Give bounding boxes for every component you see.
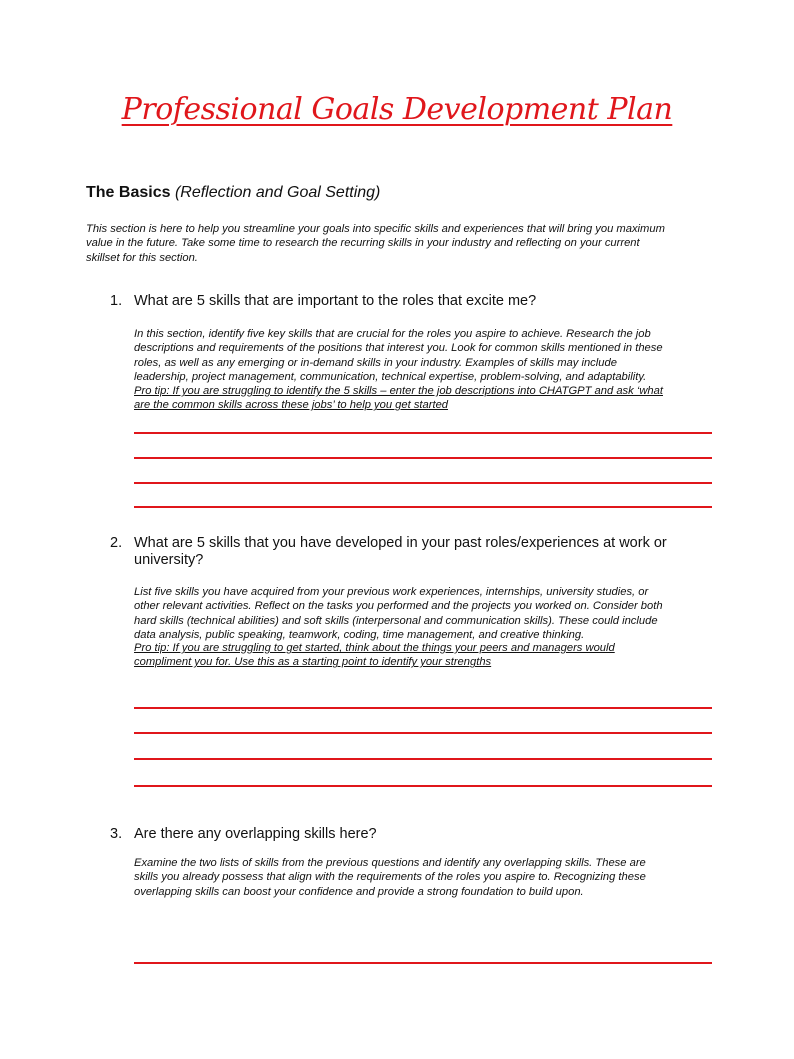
answer-line[interactable]: [134, 482, 712, 484]
answer-line[interactable]: [134, 432, 712, 434]
question-1-description: [134, 327, 663, 384]
text-line: hard skills (technical abilities) and soft skills (interpersonal and communication skills). These could include: [134, 614, 658, 627]
answer-line[interactable]: [134, 785, 712, 787]
text-line: skillset for this section.: [86, 251, 198, 264]
text-line: skills you already possess that align with the requirements of the roles you aspire to. Recognizing these: [134, 871, 646, 884]
question-2: [110, 535, 730, 575]
section-intro: [86, 222, 665, 265]
question-3: [110, 826, 730, 846]
question-text: Are there any overlapping skills here?: [134, 826, 377, 842]
text-line: leadership, project management, communication, technical expertise, problem-solving, and adaptability.: [134, 370, 647, 383]
question-text: What are 5 skills that you have developed in your past roles/experiences at work or university?: [134, 535, 667, 568]
section-heading: [86, 184, 380, 202]
question-number: 2.: [110, 535, 123, 551]
question-number: 3.: [110, 826, 123, 842]
text-line: This section is here to help you streamline your goals into specific skills and experiences that will bring you maximum: [86, 223, 665, 235]
text-line: Pro tip: If you are struggling to identify the 5 skills – enter the job descriptions into CHATGPT and ask ‘what: [134, 385, 663, 397]
answer-line[interactable]: [134, 707, 712, 709]
text-line: roles, as well as any emerging or in-demand skills in your industry. Examples of skills may include: [134, 356, 617, 369]
text-line: Pro tip: If you are struggling to get started, think about the things your peers and managers would: [134, 642, 615, 654]
question-text: What are 5 skills that are important to the roles that excite me?: [134, 293, 537, 309]
text-line: value in the future. Take some time to research the recurring skills in your industry and reflecting on your current: [86, 237, 640, 250]
question-2-pro-tip: [134, 641, 615, 670]
text-line: compliment you for. Use this as a starting point to identify your strengths: [134, 656, 492, 669]
text-line: data analysis, public speaking, teamwork, coding, time management, and creative thinking.: [134, 628, 585, 641]
section-heading-bold: The Basics: [86, 184, 171, 201]
question-1-pro-tip: [134, 384, 663, 413]
answer-line[interactable]: [134, 758, 712, 760]
text-line: descriptions and requirements of the positions that interest you. Look for common skills mentioned in these: [134, 342, 663, 355]
text-line: List five skills you have acquired from your previous work experiences, internships, university studies, or: [134, 586, 649, 598]
answer-line[interactable]: [134, 732, 712, 734]
question-3-description: [134, 856, 646, 899]
question-2-description: [134, 585, 663, 642]
text-line: Examine the two lists of skills from the previous questions and identify any overlapping skills. These are: [134, 857, 646, 869]
answer-line[interactable]: [134, 962, 712, 964]
question-number: 1.: [110, 293, 123, 309]
document-title: Professional Goals Development Plan: [121, 92, 673, 127]
answer-line[interactable]: [134, 457, 712, 459]
text-line: In this section, identify five key skills that are crucial for the roles you aspire to achieve. Research the job: [134, 328, 651, 340]
section-heading-subtitle: (Reflection and Goal Setting): [174, 184, 381, 201]
answer-line[interactable]: [134, 506, 712, 508]
text-line: are the common skills across these jobs’ to help you get started: [134, 399, 449, 412]
text-line: overlapping skills can boost your confidence and provide a strong foundation to build upon.: [134, 885, 584, 898]
text-line: other relevant activities. Reflect on the tasks you performed and the projects you worked on. Consider both: [134, 600, 663, 613]
question-1: [110, 293, 730, 313]
